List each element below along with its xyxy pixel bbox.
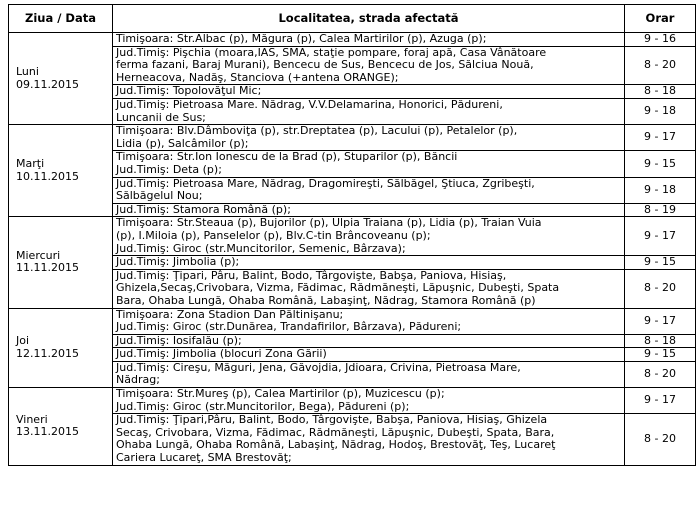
location-cell — [113, 125, 625, 151]
hours-cell: 9 - 15 — [625, 256, 696, 270]
hours-cell: 8 - 19 — [625, 203, 696, 217]
table-row — [9, 203, 696, 217]
day-cell — [9, 33, 113, 125]
location-line: Luncanii de Sus; — [116, 110, 206, 124]
location-line: Jud.Timiş: Jimbolia (blocuri Zona Gării) — [116, 347, 327, 361]
table-row — [9, 33, 696, 47]
location-line: Jud.Timiş: Topolovăţul Mic; — [116, 84, 262, 98]
table-row — [9, 269, 696, 308]
location-cell — [113, 334, 625, 348]
location-line: Herneacova, Nadăş, Stanciova (+antena ORANGE); — [116, 70, 399, 84]
day-name: Luni — [16, 64, 39, 78]
location-line: Jud.Timiş: Pişchia (moara,IAS, SMA, staţie pompare, foraj apă, Casa Vânătoare — [116, 45, 547, 59]
table-row — [9, 85, 696, 99]
hours-cell: 8 - 18 — [625, 334, 696, 348]
location-line: Ohaba Lungă, Ohaba Română, Labaşinţ, Nădrag, Hodoş, Brestovăţ, Teş, Lucareţ — [116, 438, 556, 452]
location-line: Jud.Timiş: Cireşu, Măguri, Jena, Găvojdia, Jdioara, Crivina, Pietroasa Mare, — [116, 360, 521, 374]
location-cell — [113, 348, 625, 362]
day-cell — [9, 388, 113, 466]
hours-cell: 9 - 18 — [625, 98, 696, 124]
location-cell — [113, 98, 625, 124]
hours-cell: 8 - 20 — [625, 361, 696, 387]
table-row — [9, 125, 696, 151]
location-line: Timişoara: Str.Ion Ionescu de la Brad (p), Stuparilor (p), Băncii — [116, 150, 458, 164]
day-date: 12.11.2015 — [16, 346, 79, 360]
table-row — [9, 151, 696, 177]
day-date: 13.11.2015 — [16, 425, 79, 439]
hours-cell: 9 - 16 — [625, 33, 696, 47]
hours-cell: 9 - 17 — [625, 308, 696, 334]
table-row — [9, 348, 696, 362]
header-row — [9, 5, 696, 33]
location-line: Sălbăgelul Nou; — [116, 189, 203, 203]
location-line: Jud.Timiş: Jimbolia (p); — [116, 255, 240, 269]
location-cell — [113, 256, 625, 270]
location-line: Jud.Timiş: Giroc (str.Dunărea, Trandafirilor, Bârzava), Pădureni; — [116, 320, 462, 334]
day-name: Joi — [16, 334, 30, 348]
location-cell — [113, 388, 625, 414]
day-date: 10.11.2015 — [16, 169, 79, 183]
header-day-date: Ziua / Data — [9, 5, 113, 33]
location-line: Jud.Timiş: Pietroasa Mare, Nădrag, Dragomireşti, Sălbăgel, Ştiuca, Zgribeşti, — [116, 176, 535, 190]
hours-cell: 9 - 17 — [625, 217, 696, 256]
day-date: 09.11.2015 — [16, 77, 79, 91]
hours-cell: 8 - 20 — [625, 414, 696, 465]
hours-cell: 9 - 17 — [625, 125, 696, 151]
location-line: Jud.Timiş: Giroc (str.Muncitorilor, Bega), Pădureni (p); — [116, 399, 410, 413]
location-cell — [113, 217, 625, 256]
hours-cell: 8 - 20 — [625, 46, 696, 85]
location-line: Bara, Ohaba Lungă, Ohaba Română, Labaşinţ, Nădrag, Stamora Română (p) — [116, 293, 536, 307]
hours-cell: 9 - 17 — [625, 388, 696, 414]
table-row — [9, 46, 696, 85]
location-line: Timişoara: Str.Albac (p), Măgura (p), Calea Martirilor (p), Azuga (p); — [116, 32, 487, 45]
location-line: ferma fazani, Baraj Murani), Bencecu de Sus, Bencecu de Jos, Sălciua Nouă, — [116, 58, 534, 72]
location-line: Nădrag; — [116, 373, 160, 387]
location-line: Jud.Timiş: Deta (p); — [116, 162, 222, 176]
location-line: Lidia (p), Salcâmilor (p); — [116, 136, 249, 150]
hours-cell: 9 - 18 — [625, 177, 696, 203]
location-line: Timişoara: Blv.Dâmboviţa (p), str.Dreptatea (p), Lacului (p), Petalelor (p), — [116, 124, 518, 138]
location-line: Jud.Timiş: Iosifalău (p); — [116, 333, 242, 347]
day-name: Miercuri — [16, 248, 61, 262]
table-row — [9, 177, 696, 203]
table-row — [9, 388, 696, 414]
header-hours: Orar — [625, 5, 696, 33]
hours-cell: 9 - 15 — [625, 151, 696, 177]
hours-cell: 9 - 15 — [625, 348, 696, 362]
location-line: Timişoara: Str.Mureş (p), Calea Martirilor (p), Muzicescu (p); — [116, 387, 445, 401]
table-row — [9, 361, 696, 387]
location-line: Timişoara: Str.Steaua (p), Bujorilor (p), Ulpia Traiana (p), Lidia (p), Traian Vuia — [116, 216, 542, 230]
day-cell — [9, 125, 113, 217]
day-date: 11.11.2015 — [16, 261, 79, 275]
location-line: Jud.Timiş: Ţipari,Pâru, Balint, Bodo, Târgovişte, Babşa, Paniova, Hisiaş, Ghizela — [116, 413, 548, 427]
table-row — [9, 217, 696, 256]
location-line: Jud.Timiş: Pietroasa Mare. Nădrag, V.V.Delamarina, Honorici, Pădureni, — [116, 97, 503, 111]
hours-cell: 8 - 18 — [625, 85, 696, 99]
table-row — [9, 414, 696, 465]
location-cell — [113, 85, 625, 99]
location-cell — [113, 33, 625, 47]
table-row — [9, 308, 696, 334]
location-line: Cariera Lucareţ, SMA Brestovăţ; — [116, 451, 292, 465]
hours-cell: 8 - 20 — [625, 269, 696, 308]
table-row — [9, 256, 696, 270]
location-line: (p), I.Miloia (p), Panselelor (p), Blv.C-tin Brâncoveanu (p); — [116, 228, 431, 242]
location-cell — [113, 269, 625, 308]
schedule-body — [9, 33, 696, 466]
day-name: Vineri — [16, 412, 48, 426]
location-cell — [113, 151, 625, 177]
location-line: Ghizela,Secaş,Crivobara, Vizma, Fădimac, Rădmăneşti, Lăpuşnic, Dubeşti, Spata — [116, 281, 560, 295]
location-cell — [113, 414, 625, 465]
outage-schedule-table — [8, 4, 696, 466]
location-line: Secaş, Crivobara, Vizma, Fădimac, Rădmăneşti, Lăpuşnic, Dubeşti, Spata, Bara, — [116, 425, 555, 439]
location-line: Timişoara: Zona Stadion Dan Păltinişanu; — [116, 307, 344, 321]
table-row — [9, 334, 696, 348]
location-cell — [113, 203, 625, 217]
location-cell — [113, 308, 625, 334]
location-cell — [113, 361, 625, 387]
day-cell — [9, 308, 113, 388]
location-line: Jud.Timiş: Stamora Română (p); — [116, 202, 291, 216]
location-cell — [113, 177, 625, 203]
location-cell — [113, 46, 625, 85]
day-cell — [9, 217, 113, 308]
day-name: Marţi — [16, 157, 45, 171]
table-row — [9, 98, 696, 124]
header-location: Localitatea, strada afectată — [113, 5, 625, 33]
location-line: Jud.Timiş: Giroc (str.Muncitorilor, Semenic, Bârzava); — [116, 241, 406, 255]
location-line: Jud.Timiş: Ţipari, Pâru, Balint, Bodo, Târgovişte, Babşa, Paniova, Hisiaş, — [116, 268, 507, 282]
